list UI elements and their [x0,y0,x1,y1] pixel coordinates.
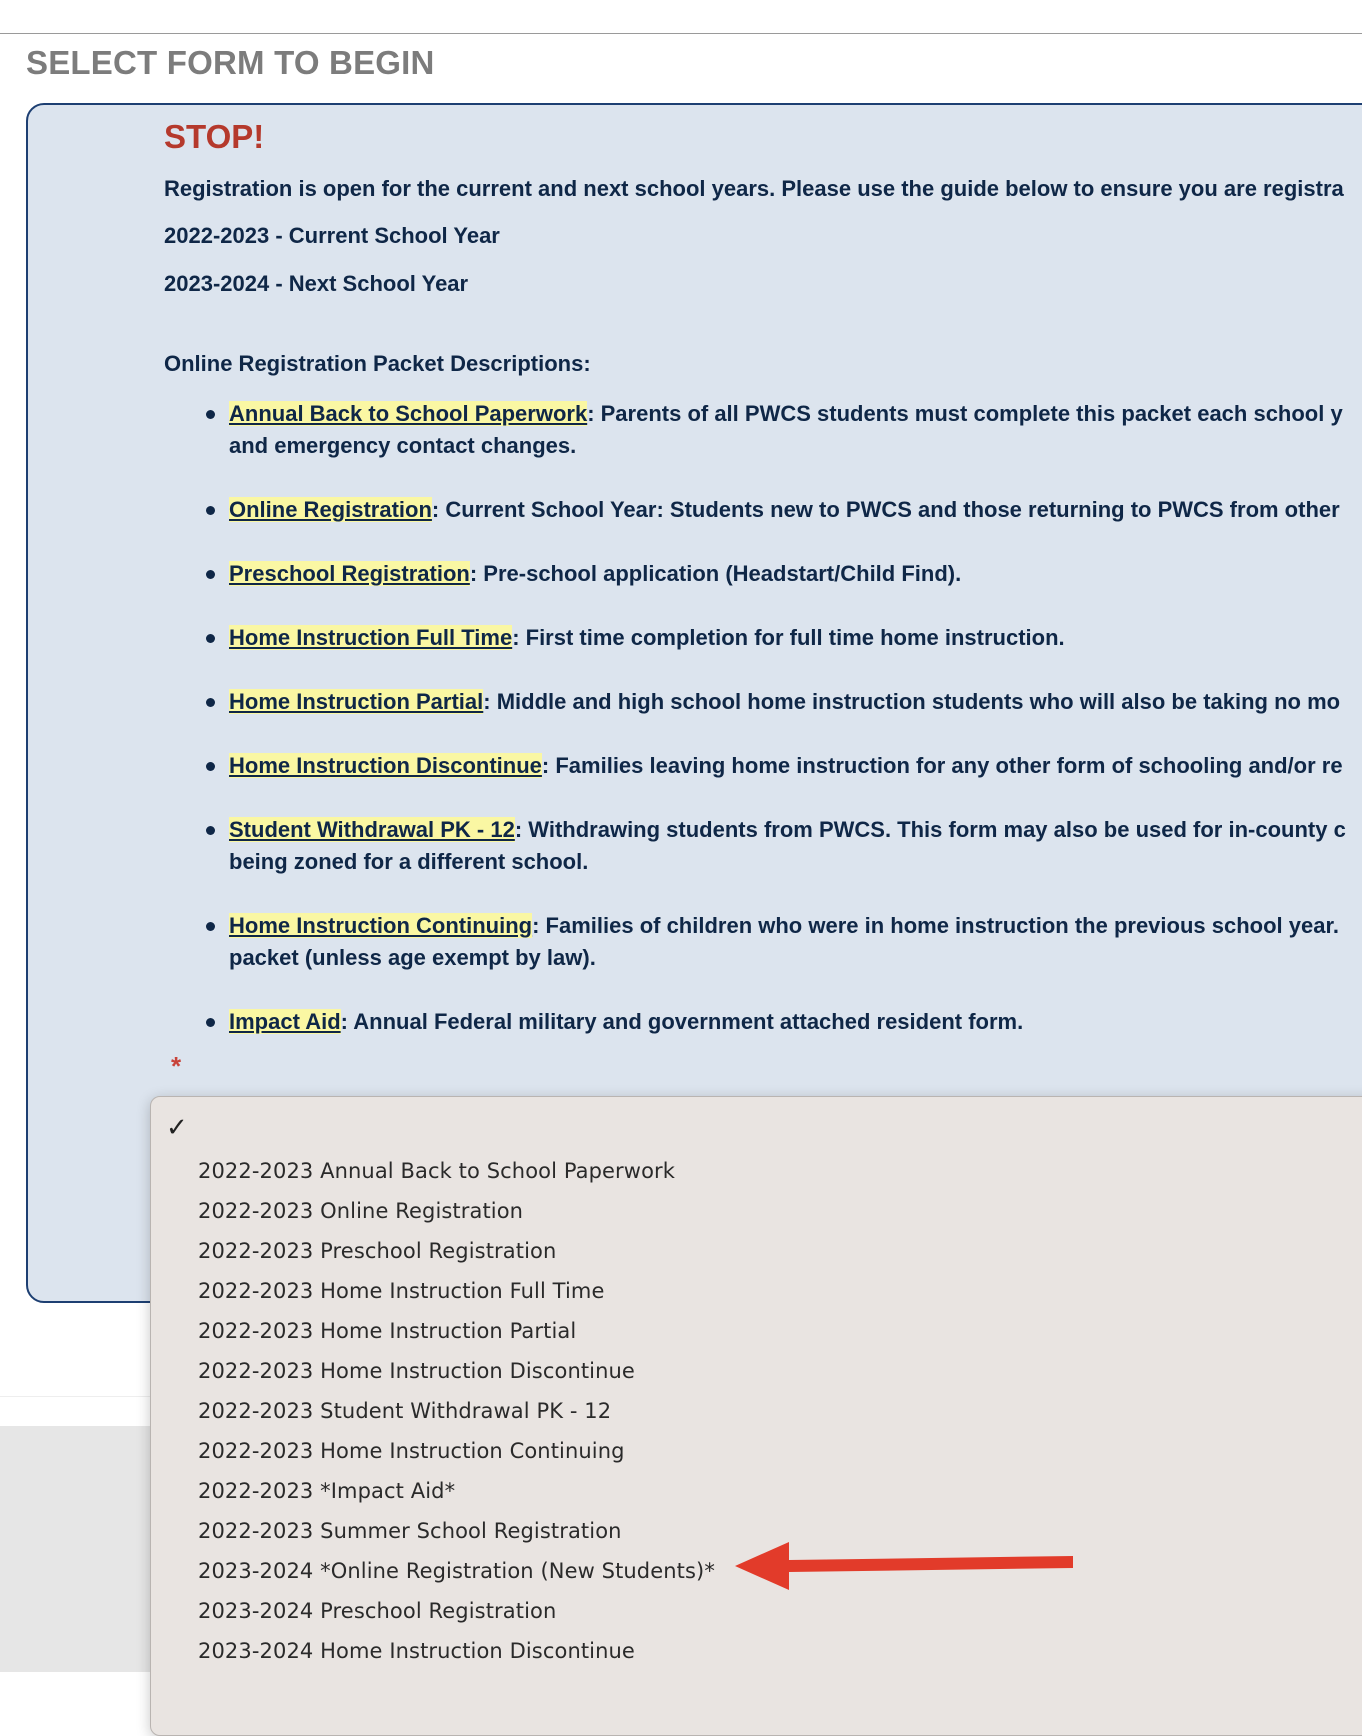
packet-link-home-instruction-discontinue[interactable]: Home Instruction Discontinue [229,753,542,778]
packet-link-preschool-registration[interactable]: Preschool Registration [229,561,470,586]
dropdown-option[interactable]: 2022-2023 Student Withdrawal PK - 12 [198,1399,612,1423]
list-item [229,750,1343,782]
list-bullet [206,922,215,931]
dropdown-option[interactable]: 2022-2023 *Impact Aid* [198,1479,456,1503]
list-item [229,910,1339,942]
packet-link-online-registration[interactable]: Online Registration [229,497,432,522]
list-item [229,398,1343,430]
packet-description: : Middle and high school home instruction students who will also be taking no mo [483,689,1341,714]
dropdown-option[interactable]: 2022-2023 Home Instruction Continuing [198,1439,625,1463]
dropdown-option[interactable]: 2023-2024 Preschool Registration [198,1599,557,1623]
packet-link-student-withdrawal[interactable]: Student Withdrawal PK - 12 [229,817,515,842]
packet-description: : Pre-school application (Headstart/Child Find). [469,561,962,586]
packet-descriptions-heading: Online Registration Packet Descriptions: [164,351,591,376]
list-item [229,558,961,590]
list-item [229,1006,1023,1038]
packet-description: : Families of children who were in home instruction the previous school year. [532,913,1339,938]
list-bullet [206,762,215,771]
checkmark-icon: ✓ [166,1113,188,1143]
current-school-year: 2022-2023 - Current School Year [164,223,500,248]
packet-description: : Annual Federal military and government attached resident form. [340,1009,1024,1034]
packet-link-annual-back-to-school[interactable]: Annual Back to School Paperwork [229,401,588,426]
dropdown-option[interactable]: 2022-2023 Online Registration [198,1199,524,1223]
packet-link-impact-aid[interactable]: Impact Aid [229,1009,341,1034]
list-item [229,814,1346,846]
header-divider [0,33,1362,34]
list-item [229,686,1340,718]
list-item [229,494,1340,526]
page-title: SELECT FORM TO BEGIN [26,44,435,81]
packet-description: : Withdrawing students from PWCS. This form may also be used for in-county c [514,817,1346,842]
packet-description-continuation: being zoned for a different school. [229,849,589,874]
dropdown-option[interactable]: 2023-2024 Home Instruction Discontinue [198,1639,635,1663]
dropdown-option[interactable]: 2022-2023 Summer School Registration [198,1519,622,1543]
packet-link-home-instruction-partial[interactable]: Home Instruction Partial [229,689,484,714]
list-item [229,622,1065,654]
dropdown-option[interactable]: 2022-2023 Preschool Registration [198,1239,557,1263]
packet-description: : Families leaving home instruction for any other form of schooling and/or re [541,753,1343,778]
packet-link-home-instruction-continuing[interactable]: Home Instruction Continuing [229,913,533,938]
packet-description: : Current School Year: Students new to PWCS and those returning to PWCS from other [431,497,1340,522]
packet-description-continuation: packet (unless age exempt by law). [229,945,596,970]
dropdown-option[interactable]: 2022-2023 Annual Back to School Paperwork [198,1159,676,1183]
dropdown-option[interactable]: 2022-2023 Home Instruction Partial [198,1319,577,1343]
registration-intro: Registration is open for the current and next school years. Please use the guide below to ensure you are registra [164,176,1344,201]
list-bullet [206,1018,215,1027]
list-bullet [206,634,215,643]
packet-description: : First time completion for full time home instruction. [512,625,1065,650]
dropdown-option-highlighted[interactable]: 2023-2024 *Online Registration (New Students)* [198,1559,715,1583]
dropdown-option[interactable]: 2022-2023 Home Instruction Discontinue [198,1359,635,1383]
packet-link-home-instruction-full-time[interactable]: Home Instruction Full Time [229,625,513,650]
list-bullet [206,410,215,419]
stop-title: STOP! [164,118,265,155]
red-arrow-annotation-icon [735,1538,1075,1594]
list-bullet [206,698,215,707]
packet-description-continuation: and emergency contact changes. [229,433,577,458]
required-marker: * [171,1051,182,1081]
dropdown-option[interactable]: 2022-2023 Home Instruction Full Time [198,1279,605,1303]
list-bullet [206,506,215,515]
next-school-year: 2023-2024 - Next School Year [164,271,469,296]
list-bullet [206,826,215,835]
list-bullet [206,570,215,579]
packet-description: : Parents of all PWCS students must complete this packet each school y [587,401,1343,426]
